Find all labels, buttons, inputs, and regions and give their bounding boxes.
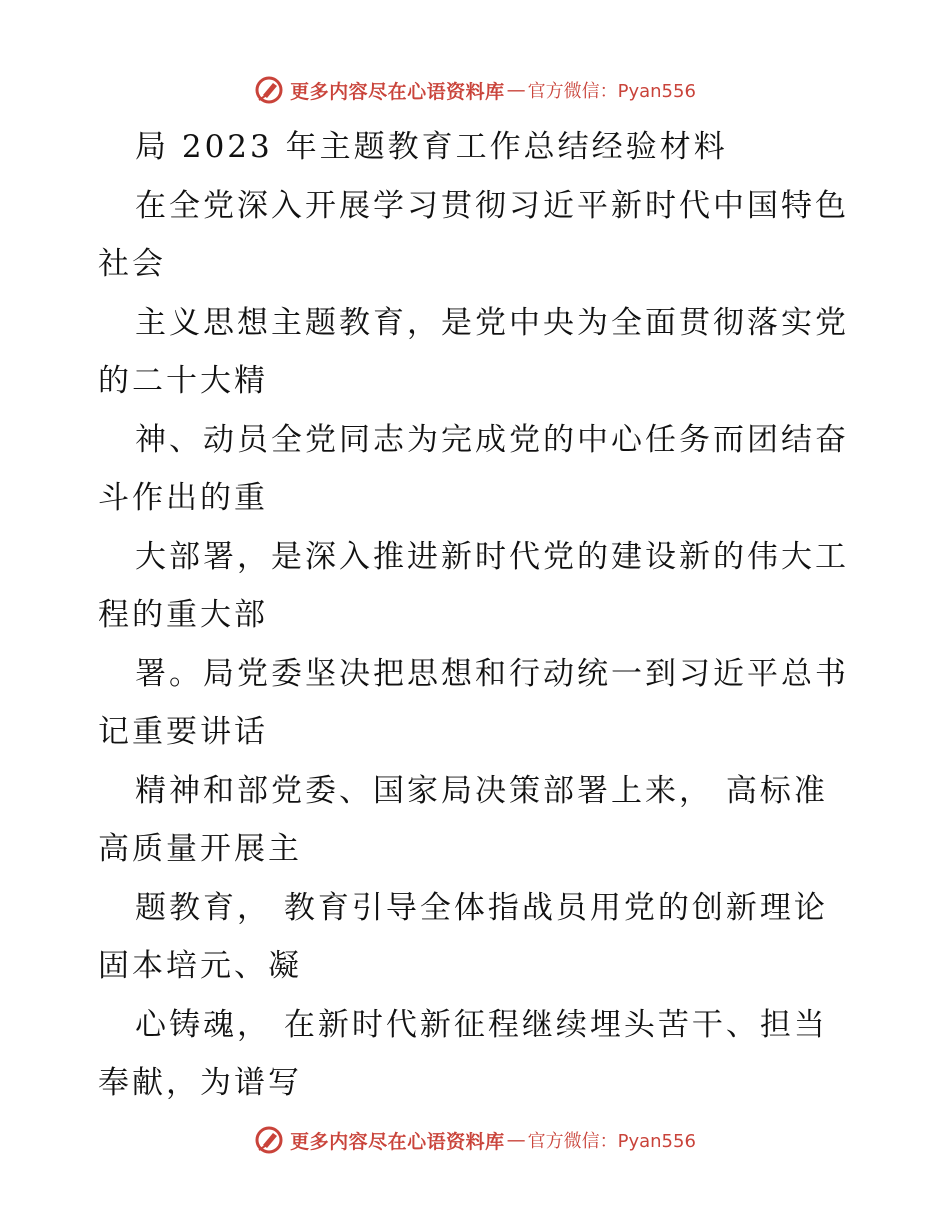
paragraph-line: 大部署，是深入推进新时代党的建设新的伟大工	[135, 539, 849, 575]
paragraph-line: 固本培元、凝	[98, 948, 302, 984]
paragraph-line: 社会	[98, 246, 166, 282]
header-watermark-banner	[0, 70, 950, 110]
paragraph-line: 精神和部党委、国家局决策部署上来， 高标准	[135, 773, 828, 809]
paragraph-line: 题教育， 教育引导全体指战员用党的创新理论	[135, 890, 828, 926]
footer-watermark-banner	[0, 1120, 950, 1160]
pen-logo-icon	[254, 1125, 284, 1155]
wechat-id-text: 官方微信：Pyan556	[527, 81, 696, 102]
banner-separator: —	[506, 79, 526, 101]
site-name-text: 更多内容尽在心语资料库	[290, 80, 505, 103]
paragraph-line: 斗作出的重	[98, 480, 268, 516]
paragraph-line: 记重要讲话	[98, 714, 268, 750]
banner-separator: —	[506, 1129, 526, 1151]
paragraph-line: 程的重大部	[98, 597, 268, 633]
paragraph-line: 心铸魂， 在新时代新征程继续埋头苦干、担当	[135, 1007, 828, 1043]
paragraph-line: 的二十大精	[98, 363, 268, 399]
wechat-id-text: 官方微信：Pyan556	[527, 1131, 696, 1152]
paragraph-line: 署。局党委坚决把思想和行动统一到习近平总书	[135, 656, 849, 692]
site-name-text: 更多内容尽在心语资料库	[290, 1130, 505, 1153]
paragraph-line: 在全党深入开展学习贯彻习近平新时代中国特色	[135, 188, 849, 224]
pen-logo-icon	[254, 75, 284, 105]
paragraph-line: 神、动员全党同志为完成党的中心任务而团结奋	[135, 422, 849, 458]
paragraph-line: 奉献，为谱写	[98, 1065, 302, 1101]
paragraph-line: 高质量开展主	[98, 831, 302, 867]
paragraph-line: 主义思想主题教育，是党中央为全面贯彻落实党	[135, 305, 849, 341]
document-title: 局 2023 年主题教育工作总结经验材料	[135, 129, 728, 165]
